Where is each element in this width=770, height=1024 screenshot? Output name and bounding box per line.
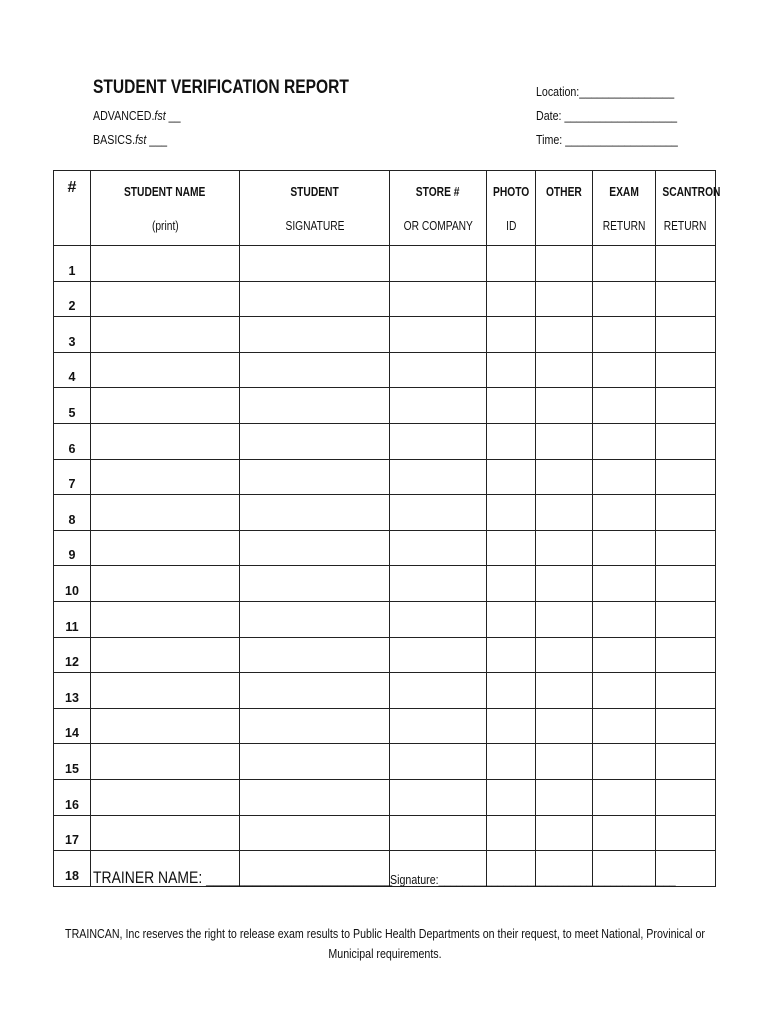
other-cell[interactable]: [536, 673, 593, 709]
row-number: 4: [54, 352, 91, 388]
exam-return-cell[interactable]: [593, 495, 656, 531]
photo-id-cell[interactable]: [487, 530, 536, 566]
table-row: [54, 317, 716, 353]
table-row: [54, 601, 716, 637]
student-signature-cell[interactable]: [240, 601, 390, 637]
student-signature-cell[interactable]: [240, 281, 390, 317]
scantron-return-cell[interactable]: [656, 352, 716, 388]
student-signature-cell[interactable]: [240, 352, 390, 388]
exam-return-cell[interactable]: [593, 744, 656, 780]
photo-id-cell[interactable]: [487, 779, 536, 815]
scantron-return-cell[interactable]: [656, 744, 716, 780]
photo-id-cell[interactable]: [487, 281, 536, 317]
scantron-return-cell[interactable]: [656, 246, 716, 282]
photo-id-cell[interactable]: [487, 423, 536, 459]
exam-return-cell[interactable]: [593, 566, 656, 602]
basics-suffix: fst: [135, 132, 147, 147]
student-name-cell[interactable]: [91, 352, 240, 388]
table-row: [54, 637, 716, 673]
photo-id-cell[interactable]: [487, 673, 536, 709]
report-title: STUDENT VERIFICATION REPORT: [93, 77, 349, 98]
student-signature-cell[interactable]: [240, 495, 390, 531]
scantron-return-cell[interactable]: [656, 815, 716, 851]
store-company-cell[interactable]: [390, 637, 487, 673]
table-row: [54, 388, 716, 424]
table-row: [54, 246, 716, 282]
time-field[interactable]: Time: ___________________: [536, 132, 678, 147]
student-name-cell[interactable]: [91, 601, 240, 637]
row-number: 10: [54, 566, 91, 602]
table-row: [54, 423, 716, 459]
row-number: 7: [54, 459, 91, 495]
exam-return-cell[interactable]: [593, 281, 656, 317]
advanced-suffix: fst: [154, 108, 166, 123]
student-name-cell[interactable]: [91, 779, 240, 815]
other-cell[interactable]: [536, 246, 593, 282]
scantron-return-cell[interactable]: [656, 530, 716, 566]
student-signature-cell[interactable]: [240, 317, 390, 353]
scantron-return-cell[interactable]: [656, 566, 716, 602]
store-company-cell[interactable]: [390, 388, 487, 424]
col-header-scantron-return: SCANTRON RETURN: [656, 171, 716, 246]
table-row: [54, 352, 716, 388]
other-cell[interactable]: [536, 423, 593, 459]
table-row: [54, 281, 716, 317]
col-header-student-signature: STUDENT SIGNATURE: [240, 171, 390, 246]
table-row: [54, 708, 716, 744]
scantron-return-cell[interactable]: [656, 281, 716, 317]
photo-id-cell[interactable]: [487, 459, 536, 495]
photo-id-cell[interactable]: [487, 495, 536, 531]
other-cell[interactable]: [536, 744, 593, 780]
other-cell[interactable]: [536, 281, 593, 317]
date-field[interactable]: Date: ___________________: [536, 108, 678, 123]
student-signature-cell[interactable]: [240, 423, 390, 459]
student-name-cell[interactable]: [91, 566, 240, 602]
advanced-blank[interactable]: __: [165, 108, 181, 123]
row-number: 1: [54, 246, 91, 282]
advanced-label: ADVANCED.: [93, 108, 155, 123]
scantron-return-cell[interactable]: [656, 637, 716, 673]
trainer-signature-field[interactable]: Signature:________________________________________: [390, 872, 676, 887]
table-row: [54, 495, 716, 531]
student-name-cell[interactable]: [91, 530, 240, 566]
student-signature-cell[interactable]: [240, 673, 390, 709]
exam-return-cell[interactable]: [593, 317, 656, 353]
row-number: 5: [54, 388, 91, 424]
row-number: 9: [54, 530, 91, 566]
row-number: 3: [54, 317, 91, 353]
verification-table: [53, 170, 721, 887]
exam-return-cell[interactable]: [593, 708, 656, 744]
row-number: 17: [54, 815, 91, 851]
col-header-number: #: [54, 171, 91, 246]
other-cell[interactable]: [536, 601, 593, 637]
store-company-cell[interactable]: [390, 779, 487, 815]
scantron-return-cell[interactable]: [656, 708, 716, 744]
row-number: 11: [54, 601, 91, 637]
store-company-cell[interactable]: [390, 423, 487, 459]
table-row: [54, 779, 716, 815]
advanced-line: [93, 108, 200, 123]
other-cell[interactable]: [536, 495, 593, 531]
student-name-cell[interactable]: [91, 744, 240, 780]
exam-return-cell[interactable]: [593, 459, 656, 495]
photo-id-cell[interactable]: [487, 246, 536, 282]
student-name-cell[interactable]: [91, 281, 240, 317]
photo-id-cell[interactable]: [487, 601, 536, 637]
scantron-return-cell[interactable]: [656, 673, 716, 709]
store-company-cell[interactable]: [390, 352, 487, 388]
student-signature-cell[interactable]: [240, 459, 390, 495]
store-company-cell[interactable]: [390, 317, 487, 353]
other-cell[interactable]: [536, 352, 593, 388]
other-cell[interactable]: [536, 815, 593, 851]
col-header-student-name: STUDENT NAME (print): [91, 171, 240, 246]
store-company-cell[interactable]: [390, 459, 487, 495]
trainer-name-field[interactable]: TRAINER NAME: ________________________: [93, 868, 393, 887]
student-signature-cell[interactable]: [240, 815, 390, 851]
store-company-cell[interactable]: [390, 281, 487, 317]
student-signature-cell[interactable]: [240, 566, 390, 602]
exam-return-cell[interactable]: [593, 388, 656, 424]
scantron-return-cell[interactable]: [656, 423, 716, 459]
student-signature-cell[interactable]: [240, 708, 390, 744]
photo-id-cell[interactable]: [487, 566, 536, 602]
student-signature-cell[interactable]: [240, 637, 390, 673]
store-company-cell[interactable]: [390, 495, 487, 531]
basics-line: [93, 132, 183, 147]
student-name-cell[interactable]: [91, 317, 240, 353]
store-company-cell[interactable]: [390, 708, 487, 744]
exam-return-cell[interactable]: [593, 673, 656, 709]
store-company-cell[interactable]: [390, 601, 487, 637]
col-header-exam-return: EXAM RETURN: [593, 171, 656, 246]
table-row: [54, 530, 716, 566]
student-signature-cell[interactable]: [240, 779, 390, 815]
student-signature-cell[interactable]: [240, 246, 390, 282]
basics-blank[interactable]: ___: [146, 132, 168, 147]
exam-return-cell[interactable]: [593, 352, 656, 388]
other-cell[interactable]: [536, 317, 593, 353]
other-cell[interactable]: [536, 779, 593, 815]
photo-id-cell[interactable]: [487, 388, 536, 424]
student-name-cell[interactable]: [91, 708, 240, 744]
student-name-cell[interactable]: [91, 246, 240, 282]
exam-return-cell[interactable]: [593, 246, 656, 282]
other-cell[interactable]: [536, 708, 593, 744]
store-company-cell[interactable]: [390, 566, 487, 602]
photo-id-cell[interactable]: [487, 352, 536, 388]
scantron-return-cell[interactable]: [656, 317, 716, 353]
student-signature-cell[interactable]: [240, 530, 390, 566]
student-name-cell[interactable]: [91, 423, 240, 459]
photo-id-cell[interactable]: [487, 317, 536, 353]
student-name-cell[interactable]: [91, 637, 240, 673]
store-company-cell[interactable]: [390, 815, 487, 851]
other-cell[interactable]: [536, 566, 593, 602]
table-row: [54, 459, 716, 495]
photo-id-cell[interactable]: [487, 637, 536, 673]
scantron-return-cell[interactable]: [656, 388, 716, 424]
student-name-cell[interactable]: [91, 495, 240, 531]
basics-label: BASICS.: [93, 132, 136, 147]
store-company-cell[interactable]: [390, 673, 487, 709]
exam-return-cell[interactable]: [593, 601, 656, 637]
exam-return-cell[interactable]: [593, 779, 656, 815]
row-number: 8: [54, 495, 91, 531]
photo-id-cell[interactable]: [487, 708, 536, 744]
exam-return-cell[interactable]: [593, 815, 656, 851]
student-signature-cell[interactable]: [240, 388, 390, 424]
col-header-other: OTHER: [536, 171, 593, 246]
row-number: 15: [54, 744, 91, 780]
row-number: 2: [54, 281, 91, 317]
table-header-row: [54, 171, 716, 246]
photo-id-cell[interactable]: [487, 744, 536, 780]
row-number: 14: [54, 708, 91, 744]
disclaimer-text: TRAINCAN, Inc reserves the right to release exam results to Public Health Departments on their request, to meet National, Provinical or Municipal requirements.: [65, 926, 705, 961]
row-number: 16: [54, 779, 91, 815]
table-row: [54, 815, 716, 851]
table-row: [54, 566, 716, 602]
student-name-cell[interactable]: [91, 459, 240, 495]
exam-return-cell[interactable]: [593, 423, 656, 459]
col-header-photo-id: PHOTO ID: [487, 171, 536, 246]
col-header-store-company: STORE # OR COMPANY: [390, 171, 487, 246]
row-number: 12: [54, 637, 91, 673]
location-field[interactable]: Location:________________: [536, 84, 675, 99]
row-number: 13: [54, 673, 91, 709]
store-company-cell[interactable]: [390, 246, 487, 282]
exam-return-cell[interactable]: [593, 530, 656, 566]
scantron-return-cell[interactable]: [656, 495, 716, 531]
store-company-cell[interactable]: [390, 530, 487, 566]
other-cell[interactable]: [536, 637, 593, 673]
photo-id-cell[interactable]: [487, 815, 536, 851]
student-name-cell[interactable]: [91, 388, 240, 424]
row-number: 18: [54, 851, 91, 887]
scantron-return-cell[interactable]: [656, 779, 716, 815]
store-company-cell[interactable]: [390, 744, 487, 780]
scantron-return-cell[interactable]: [656, 601, 716, 637]
exam-return-cell[interactable]: [593, 637, 656, 673]
other-cell[interactable]: [536, 530, 593, 566]
other-cell[interactable]: [536, 459, 593, 495]
student-name-cell[interactable]: [91, 815, 240, 851]
scantron-return-cell[interactable]: [656, 459, 716, 495]
row-number: 6: [54, 423, 91, 459]
other-cell[interactable]: [536, 388, 593, 424]
student-name-cell[interactable]: [91, 673, 240, 709]
student-signature-cell[interactable]: [240, 744, 390, 780]
table-row: [54, 673, 716, 709]
table-row: [54, 744, 716, 780]
